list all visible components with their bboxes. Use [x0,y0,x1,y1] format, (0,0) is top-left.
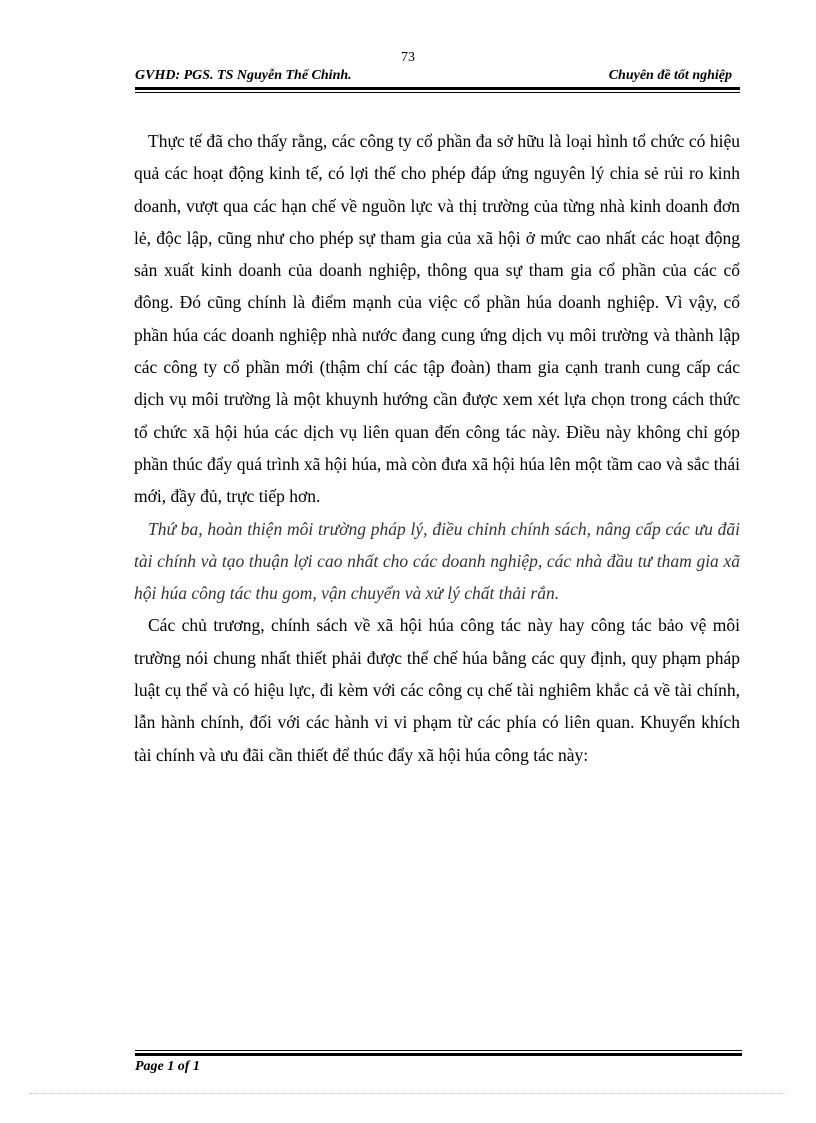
page-number: 73 [401,50,415,65]
document-body [134,125,740,771]
paragraph-third-measure: Thứ ba, hoàn thiện môi trường pháp lý, điều chỉnh chính sách, nâng cấp các ưu đãi tài chính và tạo thuận lợi cao nhất cho các doanh nghiệp, các nhà đầu tư tham gia xã hội húa công tác thu gom, vận chuyển và xử lý chất thải rắn. [134,518,740,604]
footer-page-label: Page 1 of 1 [135,1059,200,1074]
header-document-title: Chuyên đề tốt nghiệp [608,68,732,83]
header-rule-thick [135,87,740,90]
footer-rule-thick [135,1053,742,1056]
paragraph-shareholding: Thực tế đã cho thấy rằng, các công ty cổ phần đa sở hữu là loại hình tổ chức có hiệu quả các hoạt động kinh tế, có lợi thế cho phép đáp ứng nguyên lý chia sẻ rủi ro kinh doanh, vượt qua các hạn chế về nguồn lực và thị trường của từng nhà kinh doanh đơn lẻ, độc lập, cũng như cho phép sự tham gia của xã hội ở mức cao nhất các hoạt động sản xuất kinh doanh của doanh nghiệp, thông qua sự tham gia cổ phần của các cổ đông. Đó cũng chính là điểm mạnh của việc cổ phần húa doanh nghiệp. Vì vậy, cổ phần húa các doanh nghiệp nhà nước đang cung ứng dịch vụ môi trường và thành lập các công ty cổ phần mới (thậm chí các tập đoàn) tham gia cạnh tranh cung cấp các dịch vụ môi trường là một khuynh hướng cần được xem xét lựa chọn trong cách thức tổ chức xã hội húa các dịch vụ liên quan đến công tác này. Điều này không chỉ góp phần thúc đẩy quá trình xã hội húa, mà còn đưa xã hội húa lên một tầm cao và sắc thái mới, đầy đủ, trực tiếp hơn. [134,131,740,507]
page-bottom-divider [30,1093,786,1094]
footer-rule-thin [135,1050,742,1051]
paragraph-policy: Các chủ trương, chính sách về xã hội húa công tác này hay công tác bảo vệ môi trường nói chung nhất thiết phải được thể chế húa bằng các quy định, quy phạm pháp luật cụ thể và có hiệu lực, đi kèm với các công cụ chế tài nghiêm khắc cả về tài chính, lẫn hành chính, đối với các hành vi vi phạm từ các phía có liên quan. Khuyến khích tài chính và ưu đãi cần thiết để thúc đẩy xã hội húa công tác này: [134,615,740,765]
header-advisor: GVHD: PGS. TS Nguyễn Thế Chinh. [135,68,352,83]
page-header [135,68,740,86]
header-rule-thin [135,92,740,93]
